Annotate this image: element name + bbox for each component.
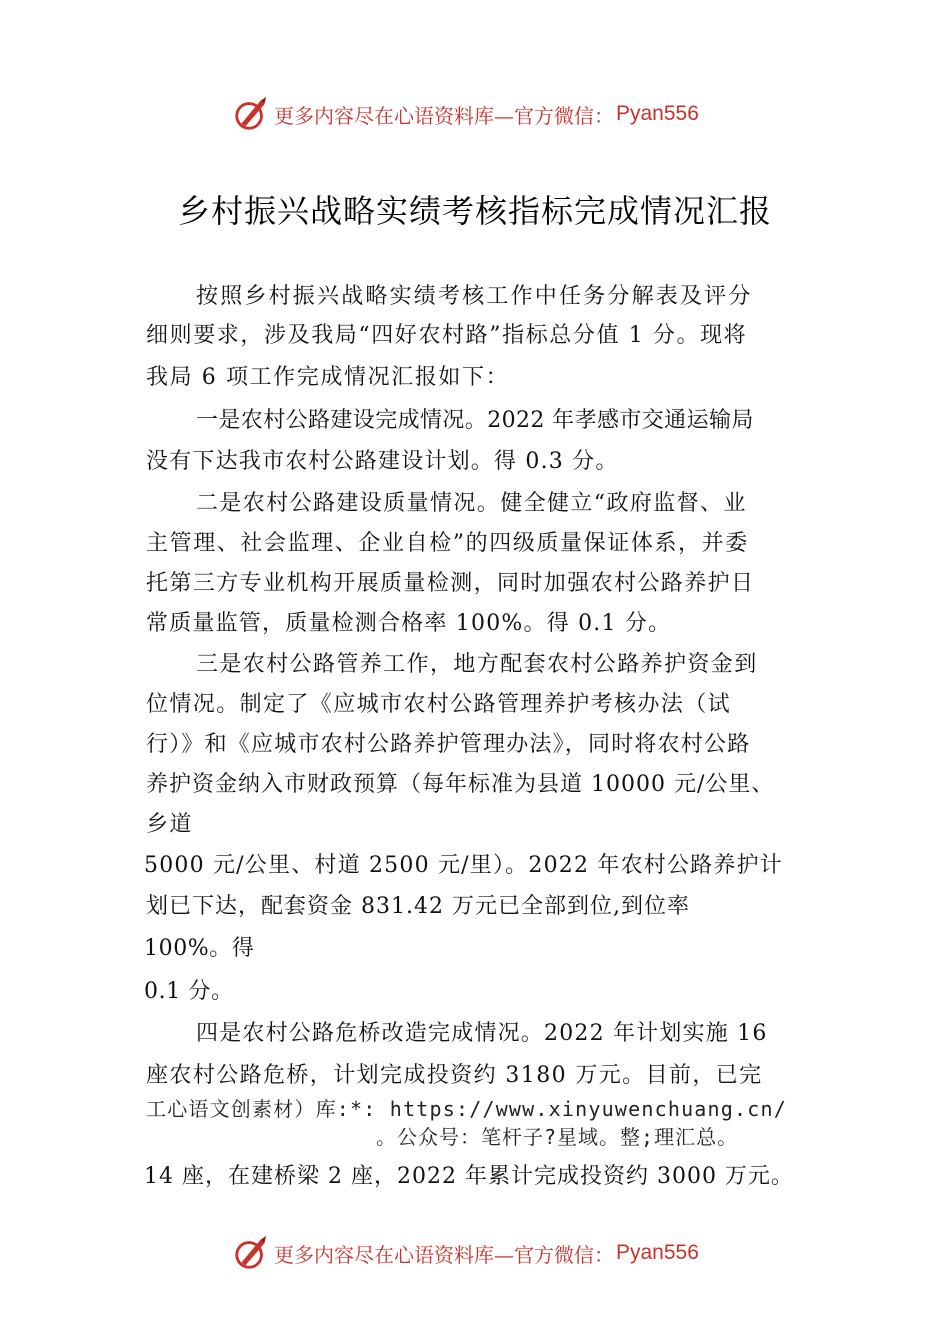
header-banner (232, 94, 699, 134)
watermark-text: 工心语文创素材）库:*: https://www.xinyuwenchuang.cn/ (146, 1097, 787, 1121)
body-line: 14 座，在建桥梁 2 座，2022 年累计完成投资约 3000 万元。 (144, 1164, 794, 1189)
banner-account: Pyan556 (616, 102, 699, 125)
body-line: 托第三方专业机构开展质量检测，同时加强农村公路养护日 (146, 571, 755, 596)
body-line: 座农村公路危桥，计划完成投资约 3180 万元。目前，已完 (146, 1063, 763, 1088)
body-line: 位情况。制定了《应城市农村公路管理养护考核办法（试 (146, 692, 732, 717)
banner-account: Pyan556 (616, 1241, 699, 1264)
body-line: 按照乡村振兴战略实绩考核工作中任务分解表及评分 (196, 284, 753, 309)
body-line: 常质量监管，质量检测合格率 100%。得 0.1 分。 (146, 611, 672, 636)
body-line: 四是农村公路危桥改造完成情况。2022 年计划实施 16 (196, 1021, 768, 1046)
body-line: 没有下达我市农村公路建设计划。得 0.3 分。 (146, 449, 619, 474)
document-title: 乡村振兴战略实绩考核指标完成情况汇报 (177, 192, 772, 230)
body-line: 5000 元/公里、村道 2500 元/里）。2022 年农村公路养护计 (144, 853, 783, 878)
body-line: 养护资金纳入市财政预算（每年标准为县道 10000 元/公里、 (146, 772, 775, 797)
watermark-text: 。公众号：笔杆子?星域。整;理汇总。 (376, 1125, 739, 1149)
body-line: 100%。得 (144, 936, 255, 961)
body-line: 二是农村公路建设质量情况。健全健立“政府监督、业 (196, 491, 747, 516)
body-line: 主管理、社会监理、企业自检”的四级质量保证体系，并委 (146, 531, 749, 556)
body-line: 乡道 (146, 812, 193, 837)
body-line: 划已下达，配套资金 831.42 万元已全部到位,到位率 (146, 894, 690, 919)
pen-logo-icon (232, 1234, 270, 1272)
footer-banner (232, 1233, 699, 1273)
body-line: 细则要求，涉及我局“四好农村路”指标总分值 1 分。现将 (146, 323, 748, 348)
body-line: 三是农村公路管养工作，地方配套农村公路养护资金到 (196, 652, 758, 677)
body-line: 行）》和《应城市农村公路养护管理办法》，同时将农村公路 (146, 732, 751, 757)
body-line: 一是农村公路建设完成情况。2022 年孝感市交通运输局 (196, 408, 754, 433)
pen-logo-icon (232, 95, 270, 133)
body-line: 0.1 分。 (144, 979, 234, 1004)
banner-text: 更多内容尽在心语资料库—官方微信： (274, 1242, 614, 1267)
banner-text: 更多内容尽在心语资料库—官方微信： (274, 103, 614, 128)
body-line: 我局 6 项工作完成情况汇报如下： (146, 365, 510, 390)
